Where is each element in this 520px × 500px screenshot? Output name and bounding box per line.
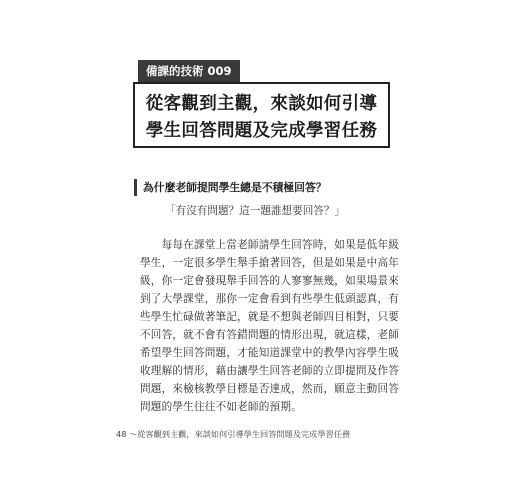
- body-line-3: 級，你一定會發現舉手回答的人寥寥無幾，如果場景來: [140, 275, 400, 287]
- section-heading-bar: [134, 179, 137, 196]
- chapter-title-line-2: 學生回答問題及完成學習任務: [145, 121, 378, 141]
- body-line-6: 不回答，就不會有答錯問題的情形出現，就這樣，老師: [140, 329, 400, 341]
- body-line-9: 問題，來檢核教學目標是否達成，然而，願意主動回答: [140, 383, 400, 395]
- chapter-tab-label: 備課的技術 009: [138, 60, 240, 83]
- body-line-2: 學生，一定很多學生舉手搶著回答，但是如果是中高年: [140, 257, 400, 269]
- body-line-5: 些學生忙碌做著筆記，就是不想與老師四目相對，只要: [140, 311, 400, 323]
- body-line-8: 收理解的情形，藉由讓學生回答老師的立即提問及作答: [140, 365, 400, 377]
- quote-text: 「有沒有問題？這一題誰想要回答？」: [165, 205, 346, 217]
- chapter-title-line-1: 從客觀到主觀，來談如何引導: [145, 94, 378, 114]
- body-line-1: 每每在課堂上當老師請學生回答時，如果是低年級: [140, 239, 400, 251]
- chapter-title-box: [133, 82, 390, 148]
- body-line-10: 問題的學生往往不如老師的預期。: [140, 401, 302, 413]
- body-line-7: 希望學生回答問題，才能知道課堂中的教學內容學生吸: [140, 347, 400, 359]
- body-line-4: 到了大學課堂，那你一定會看到有些學生低頭認真，有: [140, 293, 400, 305]
- page-footer: 48 ～從客觀到主觀，來談如何引導學生回答問題及完成學習任務: [116, 429, 351, 439]
- section-heading: 為什麼老師提問學生總是不積極回答？: [143, 181, 327, 194]
